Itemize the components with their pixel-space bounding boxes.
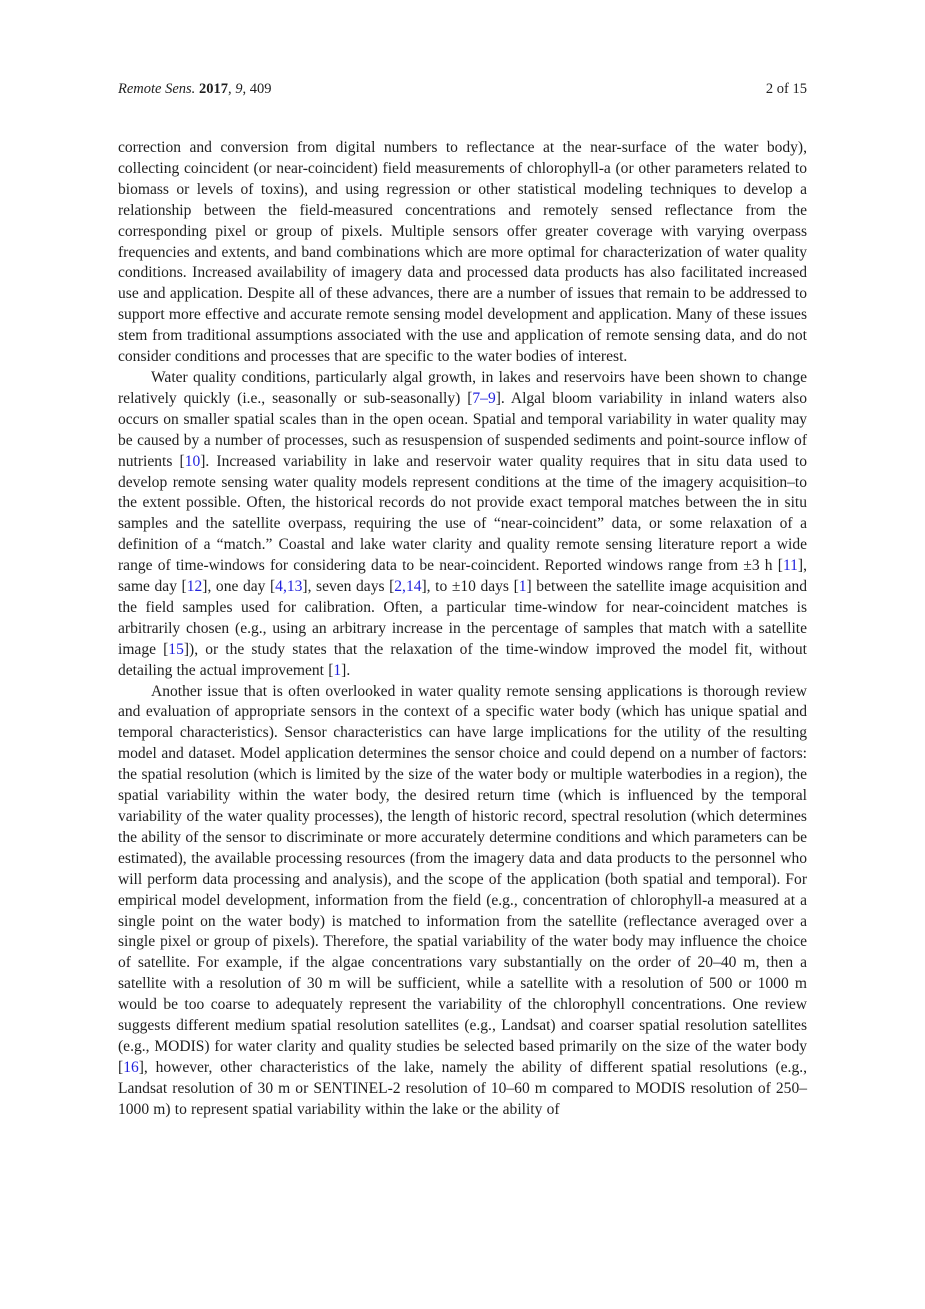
text-run: ]. Increased variability in lake and reservoir water quality requires that in situ data used to develop remote sensing water quality models represent conditions at the time of the imagery acquisition–to the extent possible. Often, the historical records do not provide exact temporal matches between the in situ samples and the satellite overpass, requiring the use of “near-coincident” data, or some relaxation of a definition of a “match.” Coastal and lake water clarity and quality remote sensing literature report a wide range of time-windows for considering data to be near-coincident. Reported windows range from ±3 h [ xyxy=(118,452,807,575)
text-run: ], to ±10 days [ xyxy=(421,578,519,596)
text-run: ]. xyxy=(341,661,351,679)
text-run: , 409 xyxy=(242,81,272,97)
italic-text: 9 xyxy=(235,81,243,97)
running-header xyxy=(118,81,807,97)
text-run: ]. Algal bloom variability in inland waters also occurs on smaller spatial scales than in the open ocean. Spatial and temporal variability in water quality may be caused by a number of processes, such as resuspension of suspended sediments and point-source inflow of nutrients [ xyxy=(118,389,807,470)
text-run: ], however, other characteristics of the lake, namely the ability of different spatial resolutions (e.g., Landsat resolution of 30 m or SENTINEL-2 resolution of 10–60 m compared to MODIS resolution of 250–1000 m) to represent spatial variability within the lake or the ability of xyxy=(118,1058,807,1118)
italic-text: Remote Sens. xyxy=(118,81,196,97)
text-run: Another issue that is often overlooked in water quality remote sensing applications is thorough review and evaluation of appropriate sensors in the context of a specific water body (which has unique spatial and temporal characteristics). Sensor characteristics can have large implications for the utility of the resulting model and dataset. Model application determines the sensor choice and could depend on a number of factors: the spatial resolution (which is limited by the size of the water body or multiple waterbodies in a region), the spatial variability within the water body, the desired return time (which is influenced by the temporal variability of the water quality processes), the length of historic record, spectral resolution (which determines the ability of the sensor to discriminate or more accurately determine conditions and which parameters can be estimated), the available processing resources (from the imagery data and data products to the personnel who will perform data processing and analysis), and the scope of the application (both spatial and temporal). For empirical model development, information from the field (e.g., concentration of chlorophyll-a measured at a single point on the water body) is matched to information from the satellite (reflectance averaged over a single pixel or group of pixels). Therefore, the spatial variability of the water body may influence the choice of satellite. For example, if the algae concentrations vary substantially on the order of 20–40 m, then a satellite with a resolution of 30 m will be sufficient, while a satellite with a resolution of 500 or 1000 m would be too coarse to adequately represent the variability of the chlorophyll concentrations. One review suggests different medium spatial resolution satellites (e.g., Landsat) and coarser spatial resolution satellites (e.g., MODIS) for water clarity and quality studies be selected based primarily on the size of the water body [ xyxy=(118,682,807,1076)
citation-link[interactable]: 4,13 xyxy=(275,578,303,596)
paragraph xyxy=(118,682,807,1121)
citation-link[interactable]: 12 xyxy=(186,578,203,596)
text-run: Water quality conditions, particularly algal growth, in lakes and reservoirs have been shown to change relatively quickly (i.e., seasonally or sub-seasonally) [ xyxy=(118,368,807,407)
journal-citation xyxy=(118,81,271,97)
citation-link[interactable]: 7–9 xyxy=(472,389,496,407)
text-run: correction and conversion from digital numbers to reflectance at the near-surface of the water body), collecting coincident (or near-coincident) field measurements of chlorophyll-a (or other parameters related to biomass or levels of toxins), and using regression or other statistical modeling techniques to develop a relationship between the field-measured concentrations and remotely sensed reflectance from the corresponding pixel or group of pixels. Multiple sensors offer greater coverage with varying overpass frequencies and extents, and band combinations which are more optimal for characterization of water quality conditions. Increased availability of imagery data and processed data products has also facilitated increased use and application. Despite all of these advances, there are a number of issues that remain to be addressed to support more effective and accurate remote sensing model development and application. Many of these issues stem from traditional assumptions associated with the use and application of remote sensing data, and do not consider conditions and processes that are specific to the water bodies of interest. xyxy=(118,139,807,366)
article-body xyxy=(118,138,807,1121)
paragraph xyxy=(118,368,807,682)
text-run: ] between the satellite image acquisition and the field samples used for calibration. Often, a particular time-window for near-coincident matches is arbitrarily chosen (e.g., using an arbitrary increase in the percentage of samples that match with a satellite image [ xyxy=(118,578,807,658)
paragraph xyxy=(118,138,807,368)
text-run: ]), or the study states that the relaxation of the time-window improved the model fit, without detailing the actual improvement [ xyxy=(118,640,807,679)
citation-link[interactable]: 1 xyxy=(518,578,527,596)
text-run: ], one day [ xyxy=(202,578,276,596)
citation-link[interactable]: 2,14 xyxy=(394,578,422,596)
citation-link[interactable]: 11 xyxy=(782,557,798,575)
bold-text: 2017 xyxy=(198,81,228,97)
page-number: 2 of 15 xyxy=(765,81,807,97)
citation-link[interactable]: 16 xyxy=(123,1058,139,1076)
citation-link[interactable]: 10 xyxy=(184,452,201,470)
text-run: ], same day [ xyxy=(118,557,807,596)
citation-link[interactable]: 1 xyxy=(333,661,342,679)
text-run: ], seven days [ xyxy=(302,578,395,596)
text-run: , xyxy=(227,81,236,97)
citation-link[interactable]: 15 xyxy=(168,640,184,658)
